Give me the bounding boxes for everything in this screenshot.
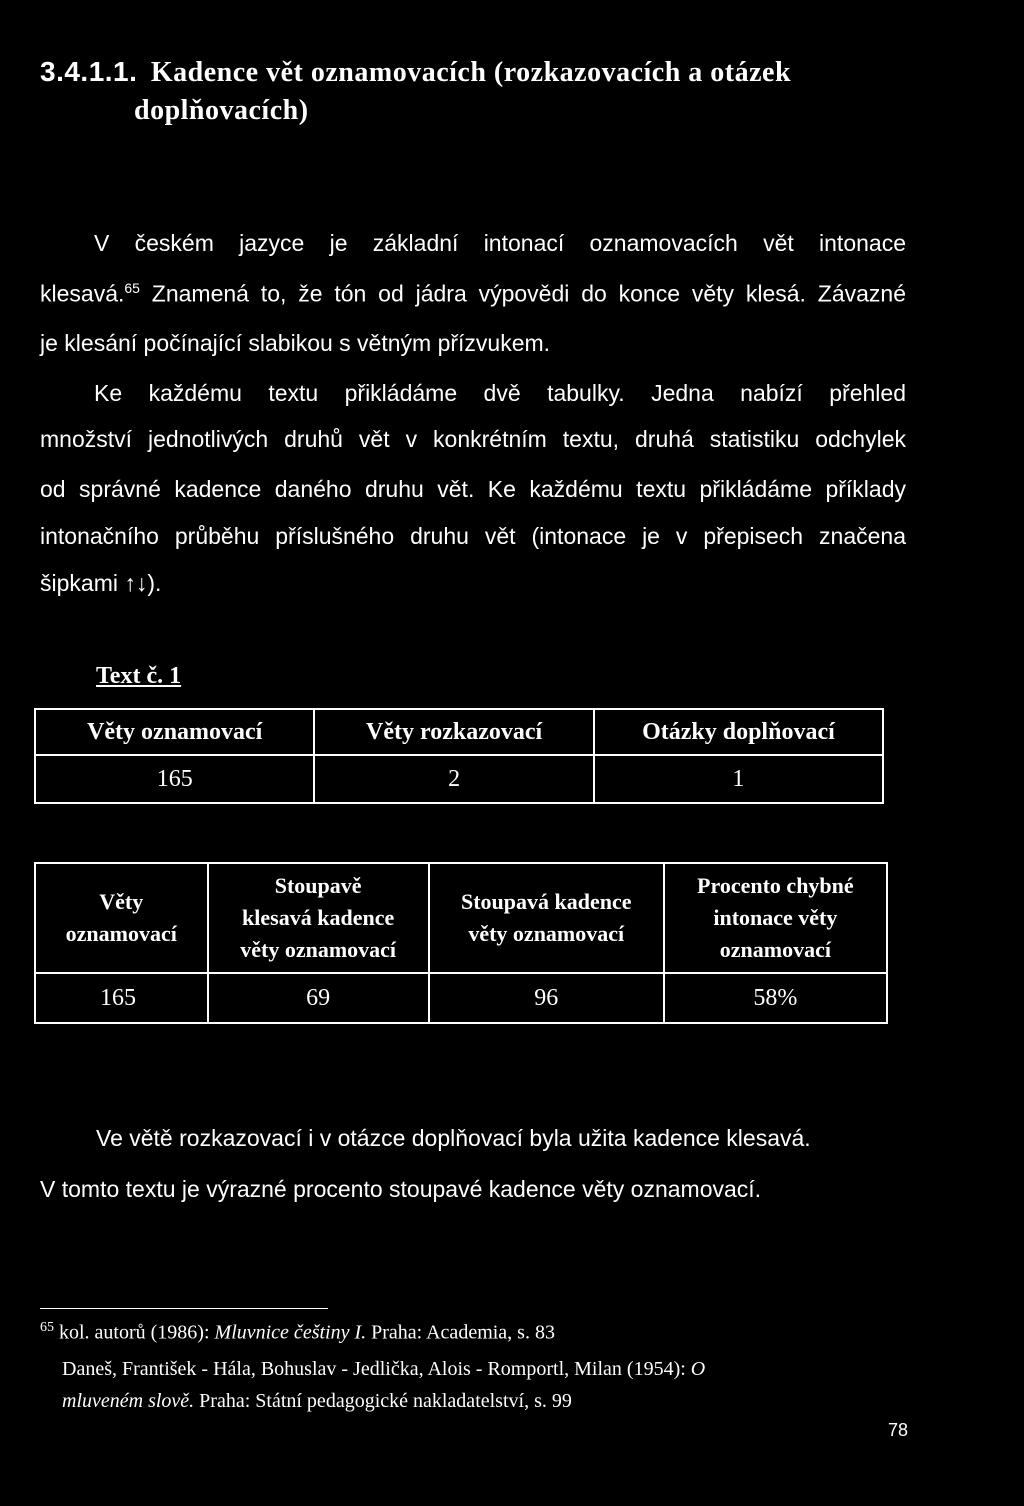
page-number: 78 bbox=[888, 1420, 909, 1440]
intro-line-4: Ke každému textu přikládáme dvě tabulky. Jedna nabízí přehled bbox=[94, 380, 906, 406]
table1-value-oznamovaci: 165 bbox=[35, 755, 314, 803]
section-number: 3.4.1.1. bbox=[40, 56, 138, 87]
intro-line-1: V českém jazyce je základní intonací oznamovacích vět intonace bbox=[94, 230, 906, 256]
footnote-separator bbox=[40, 1308, 328, 1309]
footnote-2-line2: mluveném slově. Praha: Státní pedagogické nakladatelství, s. 99 bbox=[62, 1390, 572, 1412]
section-title-line1: Kadence vět oznamovacích (rozkazovacích a otázek bbox=[150, 57, 792, 88]
footnote-1: $^{65}$ kol. autorů (1986): Mluvnice češtiny I. Praha: Academia, s. 83 bbox=[40, 1320, 555, 1344]
table1-value-rozkazovaci: 2 bbox=[314, 755, 593, 803]
cadence-table bbox=[34, 862, 888, 1024]
intro-line-5: množství jednotlivých druhů vět v konkrétním textu, druhá statistiku odchylek bbox=[40, 426, 906, 452]
intro-line-3: je klesání počínající slabikou s větným přízvukem. bbox=[40, 330, 551, 356]
table2-header-stoupava: Stoupavá kadence věty oznamovací bbox=[429, 863, 664, 973]
table1-header-rozkazovaci: Věty rozkazovací bbox=[314, 709, 593, 755]
table2-value-stoupava: 96 bbox=[429, 973, 664, 1023]
table2-header-stoupave-klesava: Stoupavě klesavá kadence věty oznamovací bbox=[208, 863, 429, 973]
table1-header-oznamovaci: Věty oznamovací bbox=[35, 709, 314, 755]
conclusion-line-1: Ve větě rozkazovací i v otázce doplňovací byla užita kadence klesavá. bbox=[96, 1125, 811, 1151]
table2-header-vety: Věty oznamovací bbox=[35, 863, 208, 973]
intro-line-8: šipkami ↑↓). bbox=[40, 570, 162, 596]
intro-line-2: klesavá.$^{65}$ Znamená to, že tón od jádra výpovědi do konce věty klesá. Závazné bbox=[40, 280, 906, 307]
table1-value-otazky: 1 bbox=[594, 755, 883, 803]
footnote-ref-65: 65 bbox=[124, 280, 140, 296]
table2-value-stoupave-klesava: 69 bbox=[208, 973, 429, 1023]
footnote-mark: 65 bbox=[40, 1320, 54, 1335]
table2-value-total: 165 bbox=[35, 973, 208, 1023]
intro-line-7: intonačního průběhu příslušného druhu vět (intonace je v přepisech značena bbox=[40, 523, 906, 549]
table2-value-procento: 58% bbox=[664, 973, 887, 1023]
section-heading bbox=[40, 56, 791, 89]
intro-line-6: od správné kadence daného druhu vět. Ke každému textu přikládáme příklady bbox=[40, 476, 906, 502]
table1-header-otazky: Otázky doplňovací bbox=[594, 709, 883, 755]
text-label: Text č. 1 bbox=[96, 663, 182, 689]
table2-header-procento: Procento chybné intonace věty oznamovací bbox=[664, 863, 887, 973]
conclusion-line-2: V tomto textu je výrazné procento stoupavé kadence věty oznamovací. bbox=[40, 1176, 762, 1202]
section-title-line2: doplňovacích) bbox=[134, 95, 309, 126]
footnote-2-line1: Daneš, František - Hála, Bohuslav - Jedlička, Alois - Romportl, Milan (1954): O bbox=[62, 1358, 706, 1380]
sentence-count-table bbox=[34, 708, 884, 804]
